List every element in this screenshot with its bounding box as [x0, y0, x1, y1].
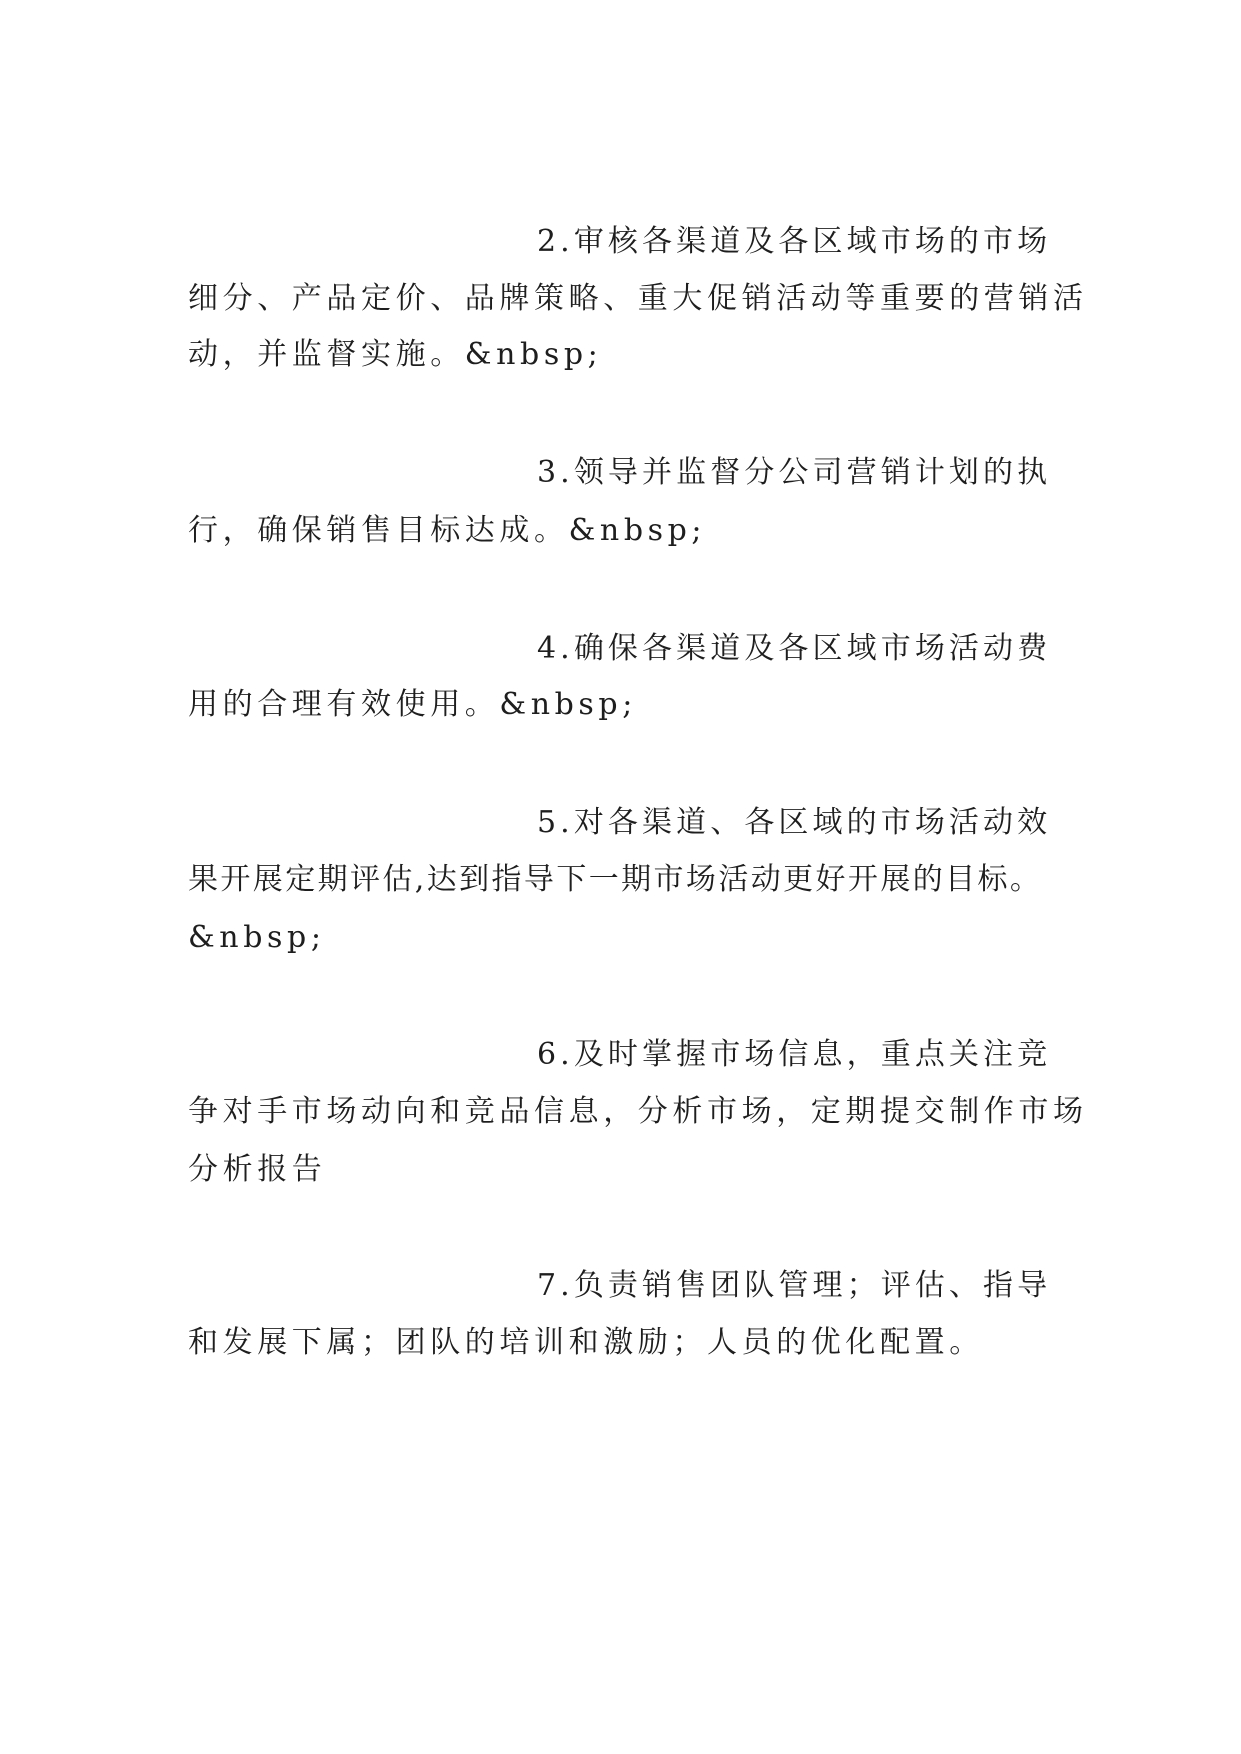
paragraph-line: 动，并监督实施。&nbsp; [188, 337, 603, 372]
paragraph-line: 3.领导并监督分公司营销计划的执 [537, 455, 1052, 490]
paragraph-line: 争对手市场动向和竞品信息，分析市场，定期提交制作市场 [188, 1094, 1088, 1129]
paragraph-line: 分析报告 [188, 1152, 327, 1187]
paragraph-line: 6.及时掌握市场信息，重点关注竞 [537, 1037, 1052, 1072]
paragraph-line: 果开展定期评估,达到指导下一期市场活动更好开展的目标。 [188, 862, 1043, 897]
paragraph-line: &nbsp; [188, 920, 326, 955]
paragraph-line: 4.确保各渠道及各区域市场活动费 [537, 631, 1052, 666]
paragraph-line: 用的合理有效使用。&nbsp; [188, 687, 637, 722]
paragraph-line: 行，确保销售目标达成。&nbsp; [188, 513, 707, 548]
paragraph-line: 7.负责销售团队管理；评估、指导 [537, 1268, 1052, 1303]
paragraph-line: 和发展下属；团队的培训和激励；人员的优化配置。 [188, 1325, 984, 1360]
paragraph-line: 细分、产品定价、品牌策略、重大促销活动等重要的营销活 [188, 281, 1088, 316]
paragraph-line: 2.审核各渠道及各区域市场的市场 [537, 224, 1052, 259]
paragraph-line: 5.对各渠道、各区域的市场活动效 [537, 805, 1052, 840]
